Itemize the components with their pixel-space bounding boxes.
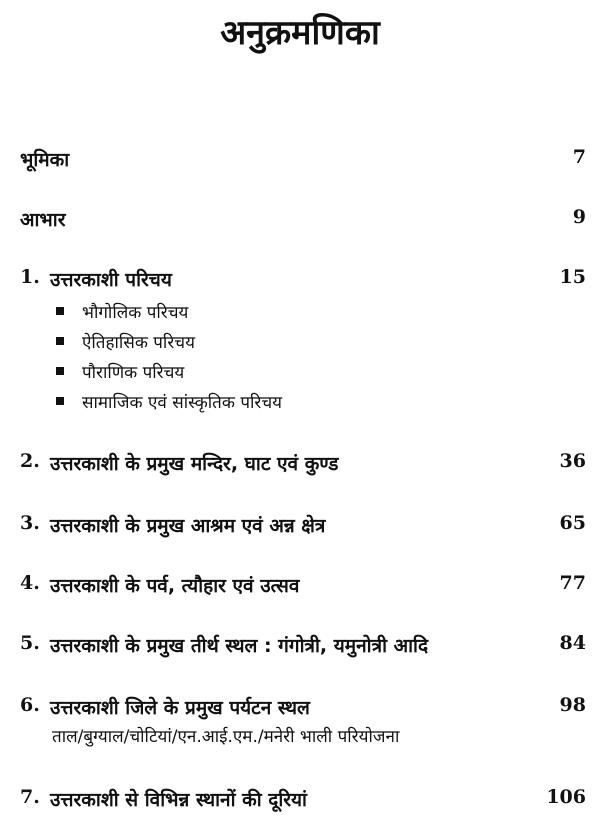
toc-entry-page: 15 (559, 266, 586, 288)
square-bullet-icon (56, 367, 64, 375)
toc-subitem (56, 360, 184, 384)
toc-entry-aabhar[interactable] (0, 206, 600, 236)
toc-entry-5[interactable] (0, 632, 600, 662)
toc-subitem-label: पौराणिक परिचय (82, 363, 185, 383)
toc-subitem-label: ऐतिहासिक परिचय (82, 333, 195, 353)
toc-subitem (56, 300, 188, 324)
toc-entry-bhumika[interactable] (0, 146, 600, 176)
toc-entry-2[interactable] (0, 450, 600, 480)
toc-entry-number: 5. (20, 632, 40, 654)
toc-entry-page: 84 (559, 632, 586, 654)
toc-entry-number: 1. (20, 266, 40, 288)
toc-entry-subline: ताल/बुग्याल/चोटियां/एन.आई.एम./मनेरी भाली परियोजना (52, 727, 400, 747)
square-bullet-icon (56, 307, 64, 315)
toc-entry-page: 106 (546, 786, 586, 808)
toc-entry-number: 6. (20, 694, 40, 716)
toc-subitem-label: भौगोलिक परिचय (82, 303, 189, 323)
toc-entry-page: 36 (559, 450, 586, 472)
toc-entry-label: उत्तरकाशी जिले के प्रमुख पर्यटन स्थल (50, 697, 310, 719)
toc-entry-7[interactable] (0, 786, 600, 816)
toc-subitem (56, 390, 282, 414)
toc-subitem (56, 330, 195, 354)
toc-entry-page: 7 (572, 146, 586, 168)
toc-entry-3[interactable] (0, 512, 600, 542)
toc-entry-label: उत्तरकाशी परिचय (50, 269, 172, 291)
toc-entry-1[interactable] (0, 266, 600, 296)
toc-entry-page: 9 (572, 206, 586, 228)
page-title: अनुक्रमणिका (220, 13, 380, 53)
toc-entry-label: आभार (20, 209, 66, 231)
toc-entry-number: 4. (20, 572, 40, 594)
toc-entry-page: 77 (559, 572, 586, 594)
toc-entry-label: उत्तरकाशी के प्रमुख आश्रम एवं अन्न क्षेत्र (50, 515, 326, 537)
toc-entry-number: 2. (20, 450, 40, 472)
toc-entry-number: 7. (20, 786, 40, 808)
toc-entry-label: उत्तरकाशी के पर्व, त्यौहार एवं उत्सव (50, 575, 300, 597)
square-bullet-icon (56, 397, 64, 405)
toc-entry-page: 65 (559, 512, 586, 534)
toc-entry-label: उत्तरकाशी के प्रमुख मन्दिर, घाट एवं कुण्ड (50, 453, 339, 475)
toc-entry-6[interactable] (0, 694, 600, 724)
toc-entry-page: 98 (559, 694, 586, 716)
toc-entry-label: उत्तरकाशी के प्रमुख तीर्थ स्थल : गंगोत्री, यमुनोत्री आदि (50, 635, 429, 657)
square-bullet-icon (56, 337, 64, 345)
toc-entry-4[interactable] (0, 572, 600, 602)
toc-entry-label: उत्तरकाशी से विभिन्न स्थानों की दूरियां (50, 789, 307, 811)
toc-entry-label: भूमिका (20, 149, 70, 171)
toc-entry-number: 3. (20, 512, 40, 534)
toc-subitem-label: सामाजिक एवं सांस्कृतिक परिचय (82, 393, 282, 413)
